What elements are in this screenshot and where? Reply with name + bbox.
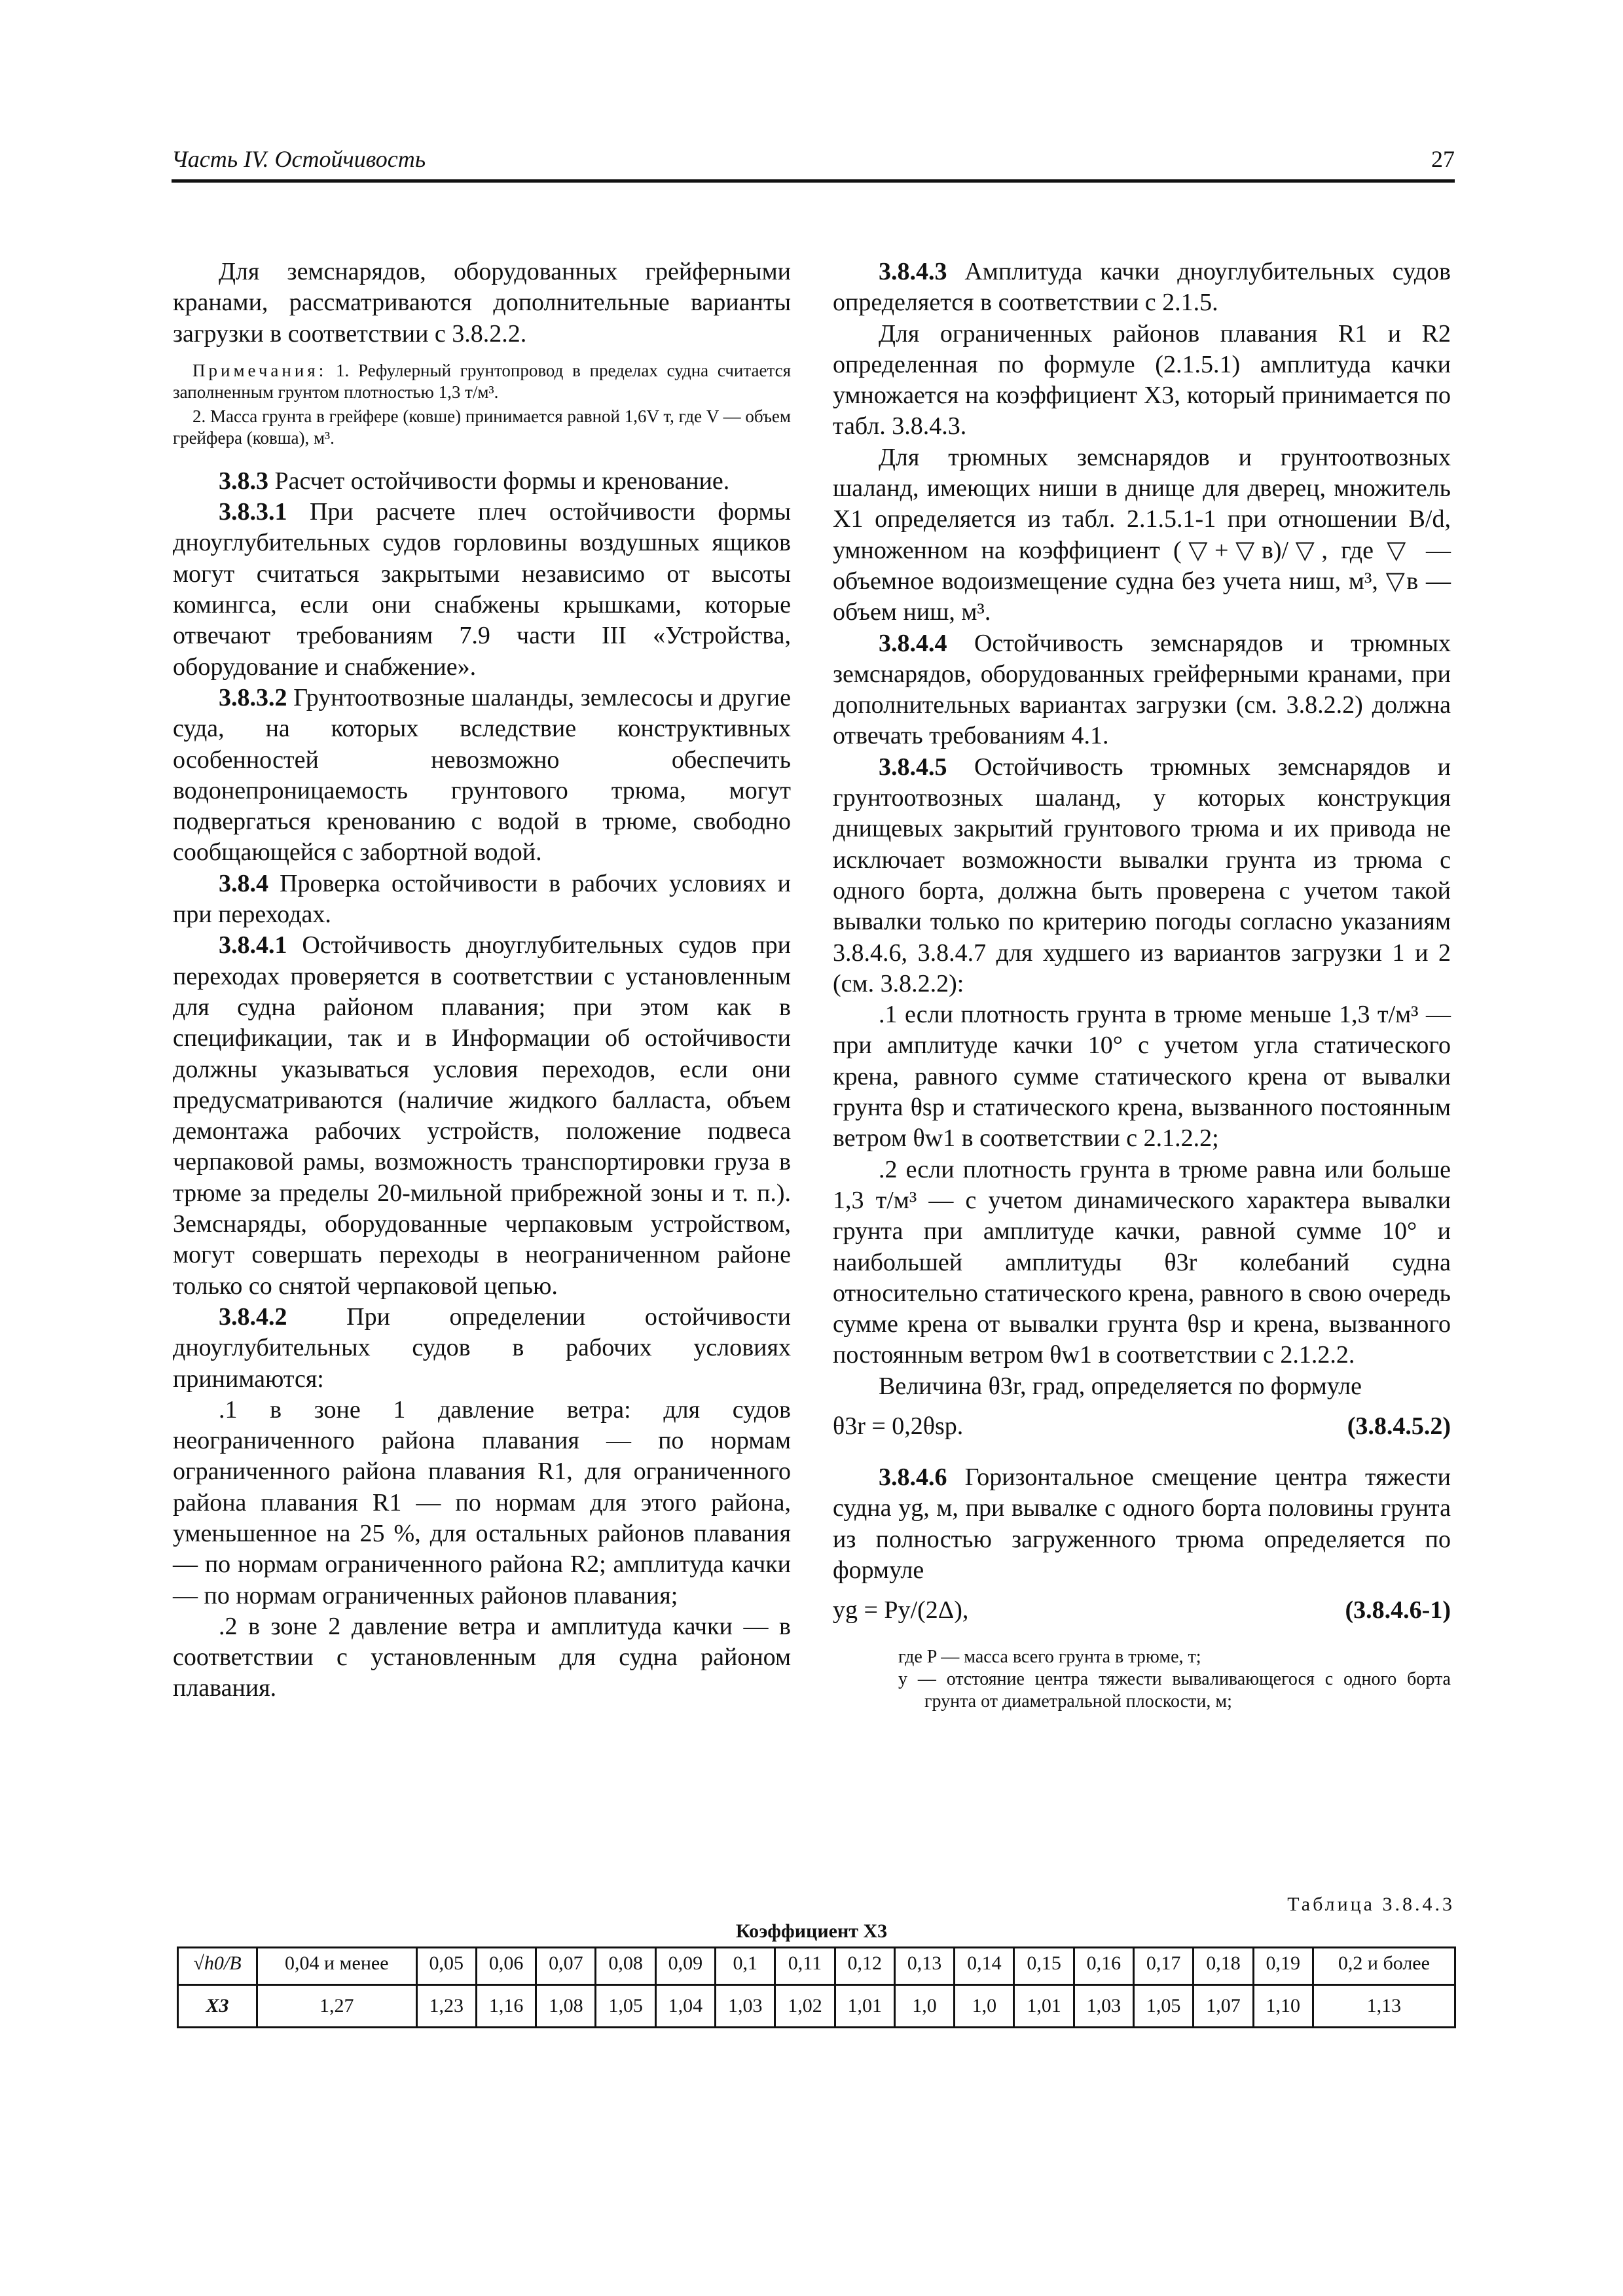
legend-y: y — отстояние центра тяжести вываливающегося с одного борта грунта от диаметральной плоскости, м; [898,1669,1451,1712]
note-1 [173,360,791,403]
table-cell-ratio: 0,06 [476,1948,536,1985]
clause-number: 3.8.3.2 [219,683,287,711]
clause-number: 3.8.3.1 [219,498,287,526]
clause-text: Горизонтальное смещение центра тяжести судна yg, м, при вывалке с одного борта половины грунта из полностью загруженного трюма определяется по формуле [833,1463,1451,1584]
paragraph-3-8-4-5 [833,752,1451,999]
table-cell-ratio: 0,05 [416,1948,476,1985]
table-cell-ratio: 0,13 [894,1948,954,1985]
row-header-ratio [178,1948,257,1985]
note-label: Примечания: [192,360,327,380]
page-number: 27 [1431,146,1455,172]
x3-label: X3 [206,1995,229,2017]
clause-number: 3.8.4.5 [879,753,947,781]
formula-3-8-4-5-2 [833,1411,1451,1444]
formula-expression: yg = Py/(2Δ), [833,1596,969,1624]
paragraph-3-8-3-2 [173,683,791,869]
paragraph-3-8-4-1 [173,930,791,1302]
formula-legend [833,1646,1451,1713]
clause-text: Амплитуда качки дноуглубительных судов определяется в соответствии с 2.1.5. [833,258,1451,317]
clause-number: 3.8.4.2 [219,1302,287,1331]
clause-text: Грунтоотвозные шаланды, землесосы и другие суда, на которых вследствие конструктивных особенностей невозможно обеспечить водонепроницаемость грунтового трюма, могут подвергаться кренованию с водой в трюме, свободно сообщающейся с забортной водой. [173,683,791,867]
table-cell-ratio: 0,16 [1074,1948,1133,1985]
clause-number: 3.8.4.1 [219,931,287,960]
list-item-zone-2: .2 в зоне 2 давление ветра и амплитуда качки — в соответствии с установленным для судна районом плавания. [173,1612,791,1702]
left-column [173,257,791,1704]
header-rule [172,179,1455,183]
table-cell-ratio: 0,15 [1014,1948,1074,1985]
table-cell-x3: 1,05 [1134,1985,1194,2028]
table-cell-x3: 1,13 [1313,1985,1455,2028]
section-3-8-4-heading [173,869,791,931]
sqrt-h0-b: √h0/B [193,1952,242,1974]
clause-number: 3.8.4.6 [879,1463,947,1491]
clause-text: Остойчивость земснарядов и трюмных земснарядов, оборудованных грейферными кранами, при дополнительных вариантах загрузки (см. 3.8.2.2) должна отвечать требованиям 4.1. [833,629,1451,750]
paragraph-hopper-niches: Для трюмных земснарядов и грунтоотвозных шаланд, имеющих ниши в днище для дверец, множитель X1 определяется из табл. 2.1.5.1-1 при отношении B/d, умноженном на коэффициент (▽+▽в)/▽, где ▽ — объемное водоизмещение судна без учета ниш, м³, ▽в — объем ниш, м³. [833,443,1451,626]
list-item-density-less: .1 если плотность грунта в трюме меньше 1,3 т/м³ — при амплитуде качки 10° с учетом угла статического крена, равного сумме статического крена от вывалки грунта θsp и статического крена, вызванного постоянным ветром θw1 в соответствии с 2.1.2.2; [833,1001,1451,1153]
table-cell-ratio: 0,18 [1194,1948,1253,1985]
table-cell-x3: 1,04 [655,1985,715,2028]
table-cell-ratio: 0,14 [955,1948,1014,1985]
table-cell-ratio: 0,2 и более [1313,1948,1455,1985]
clause-number: 3.8.4.3 [879,258,947,285]
section-title: Расчет остойчивости формы и кренование. [274,467,730,495]
table-cell-x3: 1,0 [955,1985,1014,2028]
table-cell-x3: 1,23 [416,1985,476,2028]
table-cell-ratio: 0,12 [835,1948,894,1985]
table-caption: Таблица 3.8.4.3 [1287,1893,1455,1915]
table-cell-ratio: 0,19 [1253,1948,1313,1985]
paragraph-restricted-areas: Для ограниченных районов плавания R1 и R2 определенная по формуле (2.1.5.1) амплитуда качки умножается на коэффициент X3, который принимается по табл. 3.8.4.3. [833,319,1451,440]
table-cell-x3: 1,27 [257,1985,416,2028]
table-cell-x3: 1,07 [1194,1985,1253,2028]
formula-expression: θ3r = 0,2θsp. [833,1412,964,1440]
section-title: Проверка остойчивости в рабочих условиях и при переходах. [173,869,791,929]
table-cell-ratio: 0,07 [536,1948,596,1985]
paragraph-3-8-4-6 [833,1462,1451,1586]
table-cell-x3: 1,08 [536,1985,596,2028]
paragraph-grab-cranes: Для земснарядов, оборудованных грейферными кранами, рассматриваются дополнительные варианты загрузки в соответствии с 3.8.2.2. [173,258,791,348]
table-cell-x3: 1,16 [476,1985,536,2028]
clause-text: Остойчивость дноуглубительных судов при переходах проверяется в соответствии с установленным для судна районом плавания; при этом как в спецификации, так и в Информации об остойчивости должны указываться условия переходов, если они предусматриваются (наличие жидкого балласта, объем демонтажа рабочих устройств, положение подвеса черпаковой рамы, возможность транспортировки груза в трюме за пределы 20-мильной прибрежной зоны и т. п.). Земснаряды, оборудованные черпаковым устройством, могут совершать переходы в неограниченном районе только со снятой черпаковой цепью. [173,931,791,1300]
formula-number: (3.8.4.6-1) [1345,1596,1451,1624]
section-number: 3.8.3 [219,467,268,495]
paragraph-theta-value: Величина θ3r, град, определяется по формуле [879,1372,1362,1400]
table-cell-ratio: 0,04 и менее [257,1948,416,1985]
table-cell-x3: 1,02 [775,1985,835,2028]
note-1-text: 1. Рефулерный грунтопровод в пределах судна считается заполненным грунтом плотностью 1,3 т/м³. [173,360,791,402]
running-title: Часть IV. Остойчивость [172,146,426,172]
table-cell-ratio: 0,09 [655,1948,715,1985]
row-header-x3 [178,1985,257,2028]
table-cell-x3: 1,01 [835,1985,894,2028]
formula-3-8-4-6-1 [833,1595,1451,1628]
table-row [178,1985,1455,2028]
note-2: 2. Масса грунта в грейфере (ковше) принимается равной 1,6V т, где V — объем грейфера (ковша), м³. [173,406,791,448]
table-cell-x3: 1,10 [1253,1985,1313,2028]
legend-p: где P — масса всего грунта в трюме, т; [898,1647,1201,1668]
table-cell-x3: 1,01 [1014,1985,1074,2028]
list-item-zone-1: .1 в зоне 1 давление ветра: для судов неограниченного района плавания — по нормам ограниченного района плавания R1, для ограниченного района плавания R1 — по нормам для этого района, уменьшенное на 25 %, для остальных районов плавания — по нормам ограниченного района R2; амплитуда качки — по нормам ограниченных районов плавания; [173,1395,791,1609]
table-title: Коэффициент X3 [735,1920,888,1942]
section-3-8-3-heading [173,466,791,497]
section-number: 3.8.4 [219,869,268,897]
paragraph-3-8-4-4 [833,628,1451,752]
formula-number: (3.8.4.5.2) [1347,1412,1451,1440]
page-header [172,145,1455,179]
table-cell-x3: 1,03 [1074,1985,1133,2028]
table-cell-x3: 1,03 [716,1985,775,2028]
paragraph-3-8-4-2 [173,1302,791,1395]
clause-text: Остойчивость трюмных земснарядов и грунтоотвозных шаланд, у которых конструкция днищевых закрытий грунтового трюма и их привода не исключает возможности вывалки грунта из трюма с одного борта, должна быть проверена с учетом такой вывалки только по критерию погоды согласно указаниям 3.8.4.6, 3.8.4.7 для худшего из вариантов загрузки 1 и 2 (см. 3.8.2.2): [833,753,1451,997]
table-cell-x3: 1,05 [596,1985,655,2028]
coefficient-table [177,1946,1456,2028]
clause-number: 3.8.4.4 [879,629,947,657]
table-cell-ratio: 0,1 [716,1948,775,1985]
list-item-density-greater: .2 если плотность грунта в трюме равна или больше 1,3 т/м³ — с учетом динамического характера вывалки грунта при амплитуде качки, равной сумме 10° и наибольшей амплитуды θ3r колебаний судна относительно статического крена, равного в свою очередь сумме крена от вывалки грунта θsp и крена, вызванного постоянным ветром θw1 в соответствии с 2.1.2.2. [833,1155,1451,1369]
right-column [833,257,1451,1713]
table-cell-x3: 1,0 [894,1985,954,2028]
table-cell-ratio: 0,11 [775,1948,835,1985]
table-cell-ratio: 0,08 [596,1948,655,1985]
table-cell-ratio: 0,17 [1134,1948,1194,1985]
clause-text: При определении остойчивости дноуглубительных судов в рабочих условиях принимаются: [173,1302,792,1393]
table-row [178,1948,1455,1985]
paragraph-3-8-4-3 [833,257,1451,319]
clause-text: При расчете плеч остойчивости формы дноуглубительных судов горловины воздушных ящиков могут считаться закрытыми независимо от высоты комингса, если они снабжены крышками, которые отвечают требованиям 7.9 части III «Устройства, оборудование и снабжение». [173,498,792,681]
paragraph-3-8-3-1 [173,497,791,683]
